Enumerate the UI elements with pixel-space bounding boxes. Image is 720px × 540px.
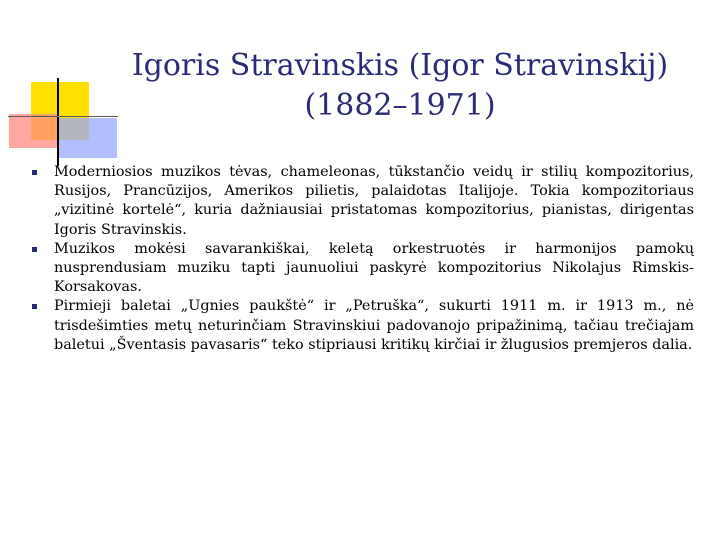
slide-title xyxy=(90,46,710,126)
bullet-square-icon xyxy=(32,170,37,175)
bullet-text: Moderniosios muzikos tėvas, chameleonas, tūkstančio veidų ir stilių kompozitorius, Rusijos, Prancūzijos, Amerikos pilietis, palaidotas Italijoje. Tokia kompozitoriaus „vizitinė kortelė“, kuria dažniausiai pristatomas kompozitorius, pianistas, dirigentas Igoris Stravinskis. xyxy=(54,164,694,238)
bullet-square-icon xyxy=(32,304,37,309)
bullet-item xyxy=(32,163,694,240)
title-line-name: Igoris Stravinskis (Igor Stravinskij) xyxy=(131,48,669,83)
bullet-item xyxy=(32,297,694,355)
bullet-text: Pirmieji baletai „Ugnies paukštė“ ir „Petruška“, sukurti 1911 m. ir 1913 m., nė trisdešimties metų neturinčiam Stravinskiui padovanojo pripažinimą, tačiau trečiajam baletui „Šventasis pavasaris“ teko stipriausi kritikų kirčiai ir žlugusios premjeros dalia. xyxy=(54,298,694,353)
bullet-item xyxy=(32,240,694,298)
bullet-square-icon xyxy=(32,247,37,252)
bullet-list xyxy=(32,163,694,355)
decorative-pink-rectangle xyxy=(9,114,57,148)
bullet-text: Muzikos mokėsi savarankiškai, keletą orkestruotės ir harmonijos pamokų nusprendusiam muziku tapti jaunuoliui paskyrė kompozitorius Nikolajus Rimskis-Korsakovas. xyxy=(54,240,694,296)
decorative-vertical-line xyxy=(57,78,59,166)
title-line-years: (1882–1971) xyxy=(304,88,496,123)
